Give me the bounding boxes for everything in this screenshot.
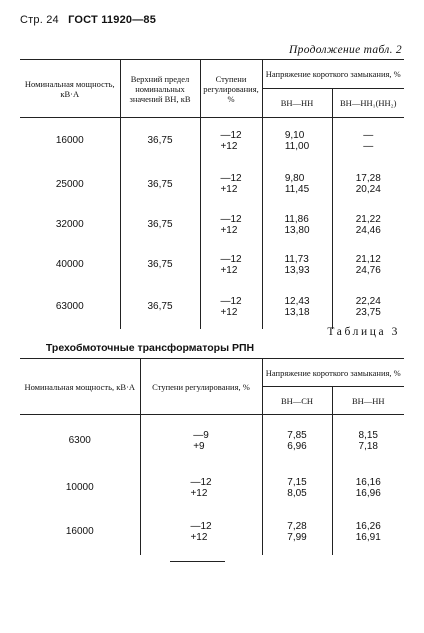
cell-upper: 36,75 <box>120 205 200 245</box>
table-row <box>20 118 404 164</box>
cell-vn-nn: 9,10 11,00 <box>262 118 332 164</box>
cell-steps: —12 +12 <box>140 467 262 509</box>
cell-vn-nn: 11,86 13,80 <box>262 205 332 245</box>
standard-code: ГОСТ 11920—85 <box>68 14 157 26</box>
cell-vn-nn: 16,16 16,96 <box>332 467 404 509</box>
header-voltage-group: Напряжение короткого замыкания, % <box>262 60 404 89</box>
table-row <box>20 205 404 245</box>
cell-steps: —12 +12 <box>200 118 262 164</box>
cell-power: 10000 <box>65 482 94 493</box>
cell-vn-nn: 11,73 13,93 <box>262 245 332 285</box>
header-steps: Ступени регулирования, % <box>140 359 262 415</box>
cell-vn-nn1: 21,22 24,46 <box>332 205 404 245</box>
cell-power: 6300 <box>68 435 91 447</box>
cell-power: 16000 <box>55 135 84 147</box>
header-vn-nn1: ВН—НН₁(НН₂) <box>332 89 404 118</box>
cell-power: 16000 <box>65 526 94 537</box>
header-vn-sn: ВН—СН <box>262 387 332 415</box>
table2-continuation-caption: Продолжение табл. 2 <box>289 44 402 56</box>
end-rule <box>170 561 225 562</box>
header-vn-nn: ВН—НН <box>262 89 332 118</box>
cell-vn-nn1: — — <box>332 118 404 164</box>
table3-title: Трехобмоточные трансформаторы РПН <box>45 342 255 354</box>
header-steps: Ступени регулирования, % <box>200 60 262 118</box>
cell-power: 63000 <box>55 301 84 312</box>
cell-upper: 36,75 <box>120 245 200 285</box>
cell-vn-sn: 7,28 7,99 <box>262 509 332 555</box>
page-number: Стр. 24 <box>20 14 59 26</box>
header-power: Номинальная мощность, кВ·А <box>20 359 140 415</box>
cell-power: 25000 <box>55 178 84 190</box>
header-power: Номинальная мощность, кВ·А <box>20 60 120 118</box>
cell-vn-sn: 7,15 8,05 <box>262 467 332 509</box>
table-row <box>20 164 404 205</box>
table-row <box>20 467 404 509</box>
cell-vn-nn: 9,80 11,45 <box>262 164 332 205</box>
cell-power: 40000 <box>55 259 84 270</box>
cell-vn-nn1: 21,12 24,76 <box>332 245 404 285</box>
cell-upper: 36,75 <box>120 285 200 329</box>
cell-upper: 36,75 <box>120 164 200 205</box>
cell-steps: —9 +9 <box>140 415 262 467</box>
cell-vn-nn: 12,43 13,18 <box>262 285 332 329</box>
page-header <box>20 14 156 26</box>
cell-steps: —12 +12 <box>140 509 262 555</box>
cell-steps: —12 +12 <box>200 245 262 285</box>
header-voltage-group: Напряжение короткого замыкания, % <box>262 359 404 387</box>
table-3 <box>20 358 404 555</box>
header-vn-nn: ВН—НН <box>332 387 404 415</box>
cell-steps: —12 +12 <box>200 205 262 245</box>
table3-number: Таблица 3 <box>327 326 400 338</box>
cell-vn-sn: 7,85 6,96 <box>262 415 332 467</box>
table-row <box>20 245 404 285</box>
cell-vn-nn: 16,26 16,91 <box>332 509 404 555</box>
table-row <box>20 285 404 329</box>
cell-upper: 36,75 <box>120 118 200 164</box>
cell-steps: —12 +12 <box>200 164 262 205</box>
table-row <box>20 415 404 467</box>
header-upper-limit: Верхний предел номинальных значений ВН, кВ <box>120 60 200 118</box>
cell-vn-nn: 8,15 7,18 <box>332 415 404 467</box>
cell-steps: —12 +12 <box>200 285 262 329</box>
table-2 <box>20 59 404 329</box>
cell-vn-nn1: 17,28 20,24 <box>332 164 404 205</box>
cell-vn-nn1: 22,24 23,75 <box>332 285 404 329</box>
cell-power: 32000 <box>55 219 84 230</box>
table-row <box>20 509 404 555</box>
